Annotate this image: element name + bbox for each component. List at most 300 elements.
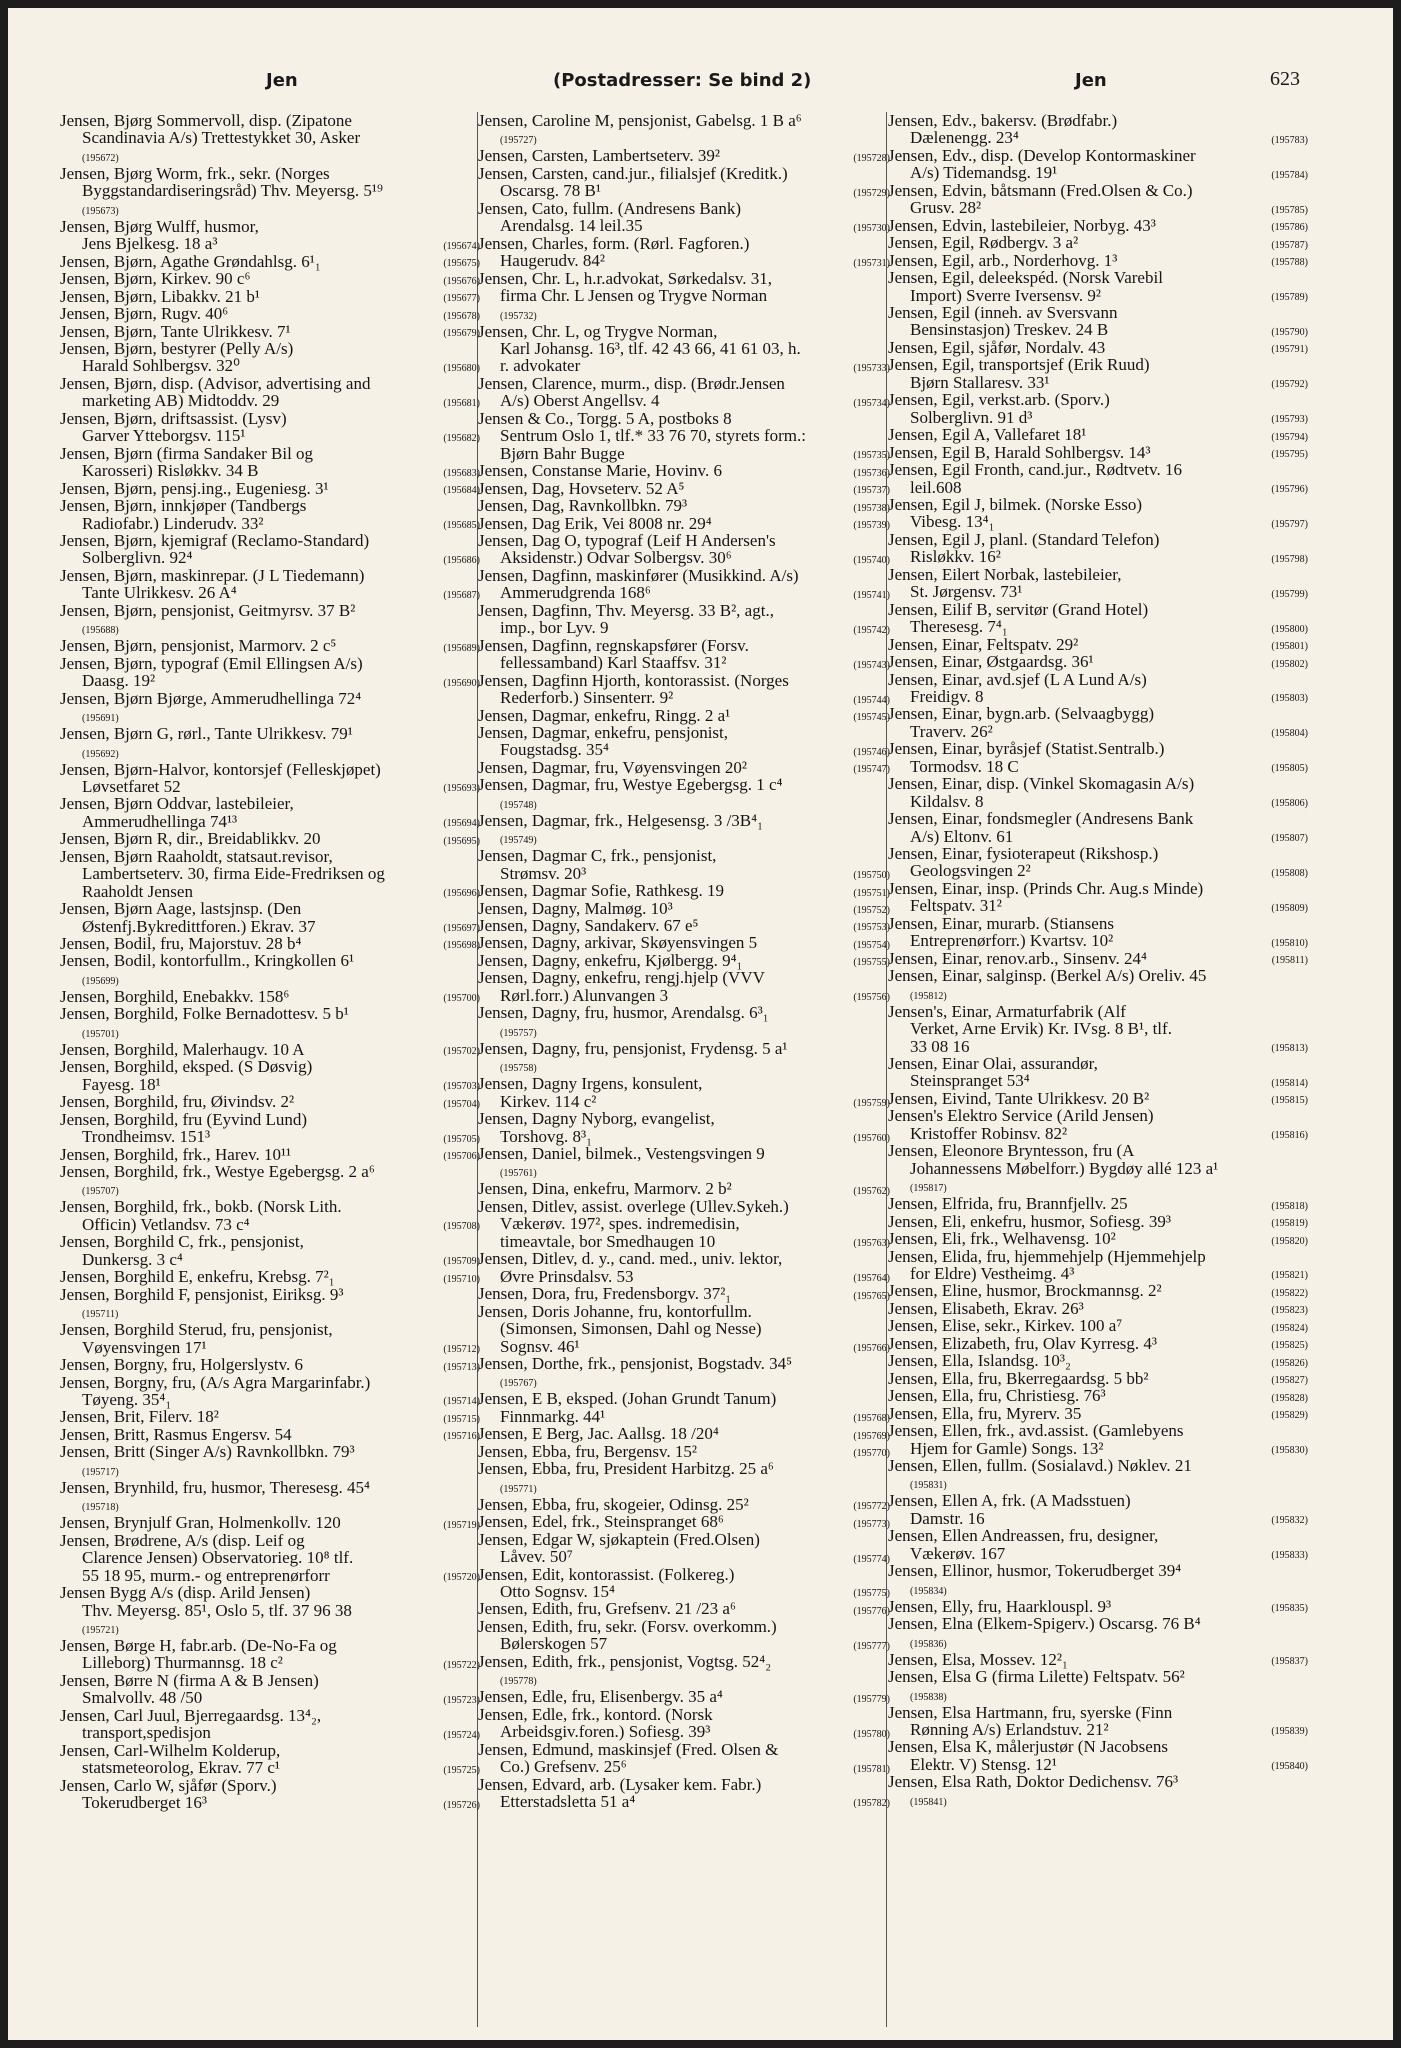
entry-number: (195837)	[1271, 1656, 1308, 1668]
entry-number: (195800)	[1271, 623, 1308, 635]
directory-entry	[888, 1300, 1308, 1317]
directory-entry	[888, 636, 1308, 653]
entry-text-line: Jensen, Dagmar, enkefru, pensjonist,	[478, 722, 729, 742]
entry-text-line: Jensen, Elsa Hartmann, fru, syerske (Finn	[888, 1702, 1173, 1722]
entry-number: (195748)	[500, 799, 537, 811]
directory-entry	[888, 1422, 1308, 1457]
entry-number: (195708)	[443, 1221, 480, 1233]
entry-text-line: Jensen, Eli, enkefru, husmor, Sofiesg. 39³	[888, 1211, 1171, 1231]
entry-number: (195715)	[443, 1413, 480, 1425]
entry-number: (195684)	[443, 485, 480, 497]
entry-number: (195756)	[853, 992, 890, 1004]
entry-number: (195836)	[910, 1638, 947, 1650]
entry-text-line: Jensen, Dagfinn, maskinfører (Musikkind. A/s)	[478, 565, 799, 585]
entry-text-line: Jensen, Britt, Rasmus Engersv. 54	[60, 1424, 292, 1444]
entry-number: (195749)	[500, 835, 537, 847]
directory-entry	[888, 1282, 1308, 1299]
entry-number: (195760)	[853, 1133, 890, 1145]
entry-text-line: Jensen, Edel, frk., Steinspranget 68⁶	[478, 1512, 724, 1532]
entry-text-line: Jensen, Borghild C, frk., pensjonist,	[60, 1232, 304, 1252]
entry-number: (195753)	[853, 922, 890, 934]
entry-text-line: Jensen, Carsten, Lambertseterv. 39²	[478, 146, 720, 166]
entry-text-line: Jensen's Elektro Service (Arild Jensen)	[888, 1106, 1154, 1126]
directory-entry	[478, 1425, 890, 1442]
directory-entry	[60, 1005, 480, 1040]
directory-entry	[888, 653, 1308, 670]
entry-number: (195775)	[853, 1588, 890, 1600]
directory-entry	[60, 567, 480, 602]
entry-number: (195688)	[82, 625, 119, 637]
entry-text-line: Jensen, Ellen A, frk. (A Madsstuen)	[888, 1491, 1131, 1511]
entry-number: (195779)	[853, 1693, 890, 1705]
entry-text-line: Grusv. 28²	[910, 198, 982, 218]
entry-text-line: Jensen, Eli, frk., Welhavensg. 10²	[888, 1229, 1116, 1249]
entry-text-line: A/s) Eltonv. 61	[910, 826, 1014, 846]
entry-text-line: Arbeidsgiv.foren.) Sofiesg. 39³	[500, 1722, 711, 1742]
directory-entry	[478, 497, 890, 514]
entry-text-line: Jensen, Bjørn G, rørl., Tante Ulrikkesv. 79¹	[60, 724, 353, 744]
directory-entry	[888, 304, 1308, 339]
directory-entry	[60, 1356, 480, 1373]
entry-text-line: Jensen's, Einar, Armaturfabrik (Alf	[888, 1001, 1126, 1021]
directory-entry	[478, 323, 890, 375]
directory-entry	[888, 147, 1308, 182]
entry-number: (195747)	[853, 764, 890, 776]
directory-entry	[478, 1390, 890, 1425]
entry-text-line: Jensen, Einar, murarb. (Stiansens	[888, 913, 1114, 933]
entry-text-line: Jensen, Egil, arb., Norderhovg. 1³	[888, 250, 1118, 270]
entry-text-line: Oscarsg. 78 B¹	[500, 181, 601, 201]
entry-number: (195785)	[1271, 204, 1308, 216]
directory-entry	[888, 1248, 1308, 1283]
entry-text-line: Jensen, Egil, verkst.arb. (Sporv.)	[888, 390, 1110, 410]
entry-number: (195692)	[82, 748, 119, 760]
directory-entry	[60, 1426, 480, 1443]
entry-text-line: Byggstandardiseringsråd) Thv. Meyersg. 5¹⁹	[82, 181, 383, 201]
entry-text-line: Jensen, Egil, Rødbergv. 3 a²	[888, 233, 1079, 253]
directory-entry	[60, 900, 480, 935]
entry-text-line: Jensen, Doris Johanne, fru, kontorfullm.	[478, 1301, 752, 1321]
entry-text-line: Jensen, Ellen, fullm. (Sosialavd.) Nøklev. 21	[888, 1455, 1192, 1475]
directory-entry	[60, 655, 480, 690]
entry-number: (195786)	[1271, 222, 1308, 234]
entry-text-line: Solberglivn. 91 d³	[910, 407, 1033, 427]
entry-number: (195778)	[500, 1676, 537, 1688]
directory-entry	[888, 1492, 1308, 1527]
entry-number: (195689)	[443, 642, 480, 654]
entry-text-line: Ammerudhellinga 74¹³	[82, 811, 238, 831]
directory-entry	[888, 1651, 1308, 1668]
entry-number: (195762)	[853, 1185, 890, 1197]
directory-entry	[478, 1741, 890, 1776]
entry-text-line: Jensen, Ella, Islandsg. 10³₂	[888, 1351, 1071, 1371]
entry-number: (195733)	[853, 362, 890, 374]
entry-text-line: Jensen, Einar Olai, assurandør,	[888, 1054, 1098, 1074]
entry-text-line: Jensen, Elsa K, målerjustør (N Jacobsens	[888, 1737, 1168, 1757]
directory-entry	[478, 515, 890, 532]
directory-entry	[478, 1618, 890, 1653]
entry-text-line: Sentrum Oslo 1, tlf.* 33 76 70, styrets form.:	[500, 426, 806, 446]
entry-text-line: Bjørn Bahr Bugge	[500, 443, 625, 463]
directory-entry	[888, 1668, 1308, 1703]
directory-entry	[888, 182, 1308, 217]
directory-entry	[478, 759, 890, 776]
directory-page	[8, 8, 1393, 2040]
entry-number: (195822)	[1271, 1287, 1308, 1299]
entry-text-line: Trondheimsv. 151³	[82, 1127, 211, 1147]
entry-number: (195673)	[82, 205, 119, 217]
directory-entry	[478, 602, 890, 637]
entry-text-line: Jensen, Borghild, fru (Eyvind Lund)	[60, 1109, 308, 1129]
entry-number: (195815)	[1271, 1095, 1308, 1107]
directory-entry	[478, 1198, 890, 1250]
entry-text-line: Jensen, Dagmar, frk., Helgesensg. 3 /3B⁴₁	[478, 810, 763, 830]
entry-number: (195758)	[500, 1063, 537, 1075]
entry-text-line: Jensen, Dag, Hovseterv. 52 A⁵	[478, 478, 685, 498]
entry-text-line: Jens Bjelkesg. 18 a³	[82, 234, 218, 254]
entry-text-line: Tokerudberget 16³	[82, 1793, 207, 1813]
directory-entry	[888, 950, 1308, 967]
directory-entry	[60, 1408, 480, 1425]
entry-number: (195691)	[82, 713, 119, 725]
entry-text-line: Garver Ytteborgsv. 115¹	[82, 426, 246, 446]
entry-text-line: Jensen, Edit, kontorassist. (Folkereg.)	[478, 1564, 735, 1584]
entry-number: (195718)	[82, 1502, 119, 1514]
entry-text-line: Jensen, Elida, fru, hjemmehjelp (Hjemmehjelp	[888, 1246, 1206, 1266]
entry-text-line: Dælenengg. 23⁴	[910, 128, 1019, 148]
entry-text-line: Jensen, Dagny, enkefru, rengj.hjelp (VVV	[478, 968, 765, 988]
entry-text-line: Jensen, Edvin, lastebileier, Norbyg. 43³	[888, 215, 1156, 235]
entry-number: (195811)	[1271, 955, 1308, 967]
entry-text-line: Jensen, Dagfinn, Thv. Meyersg. 33 B², agt.,	[478, 600, 774, 620]
entry-text-line: Jensen, Elly, fru, Haarklouspl. 9³	[888, 1596, 1112, 1616]
directory-entry	[478, 1250, 890, 1285]
entry-text-line: Jensen, Ellen Andreassen, fru, designer,	[888, 1526, 1159, 1546]
entry-number: (195814)	[1271, 1077, 1308, 1089]
entry-number: (195700)	[443, 993, 480, 1005]
directory-entry	[478, 707, 890, 724]
entry-text-line: 33 08 16	[910, 1036, 970, 1056]
entry-text-line: Jensen, Egil (inneh. av Sversvann	[888, 302, 1118, 322]
entry-text-line: Jensen, Bjørn, pensjonist, Marmorv. 2 c⁵	[60, 636, 337, 656]
entry-text-line: Jensen, Egil A, Vallefaret 18¹	[888, 425, 1087, 445]
entry-text-line: Damstr. 16	[910, 1508, 985, 1528]
entry-text-line: Jensen, Borghild Sterud, fru, pensjonist,	[60, 1320, 333, 1340]
entry-text-line: r. advokater	[500, 356, 581, 376]
entry-text-line: Jensen, Chr. L, h.r.advokat, Sørkedalsv. 31,	[478, 268, 772, 288]
directory-entry	[888, 391, 1308, 426]
entry-text-line: Jensen, Dag O, typograf (Leif H Andersen's	[478, 530, 776, 550]
entry-text-line: Bølerskogen 57	[500, 1634, 608, 1654]
entry-number: (195737)	[853, 485, 890, 497]
directory-entry	[60, 375, 480, 410]
entry-number: (195736)	[853, 467, 890, 479]
entry-number: (195816)	[1271, 1130, 1308, 1142]
entry-number: (195830)	[1271, 1444, 1308, 1456]
entry-text-line: Jensen, Bodil, fru, Majorstuv. 28 b⁴	[60, 934, 302, 954]
entry-text-line: A/s) Tidemandsg. 19¹	[910, 163, 1058, 183]
entry-number: (195770)	[853, 1448, 890, 1460]
entry-text-line: Jensen, Dag, Ravnkollbkn. 79³	[478, 496, 688, 516]
entry-number: (195765)	[853, 1290, 890, 1302]
entry-text-line: Jensen, Carlo W, sjåfør (Sporv.)	[60, 1775, 277, 1795]
entry-text-line: Verket, Arne Ervik) Kr. IVsg. 8 B¹, tlf.	[910, 1019, 1172, 1039]
entry-text-line: Elektr. V) Stensg. 12¹	[910, 1754, 1057, 1774]
entry-number: (195685)	[443, 519, 480, 531]
entry-number: (195717)	[82, 1466, 119, 1478]
entry-number: (195744)	[853, 694, 890, 706]
entry-number: (195750)	[853, 870, 890, 882]
entry-text-line: Jensen, Bjørn, Libakkv. 21 b¹	[60, 286, 260, 306]
directory-entry	[478, 270, 890, 323]
directory-entry	[478, 952, 890, 969]
entry-number: (195732)	[500, 310, 537, 322]
directory-entry	[888, 1195, 1308, 1212]
entry-number: (195729)	[853, 187, 890, 199]
entry-text-line: Jensen, Dagmar C, frk., pensjonist,	[478, 846, 717, 866]
entry-number: (195752)	[853, 905, 890, 917]
entry-number: (195788)	[1271, 257, 1308, 269]
directory-entry	[478, 882, 890, 899]
entry-text-line: Vøyensvingen 17¹	[82, 1337, 207, 1357]
entry-text-line: Jensen, Dagny Nyborg, evangelist,	[478, 1109, 715, 1129]
entry-text-line: Jensen, Borgny, fru, (A/s Agra Margarinfabr.)	[60, 1372, 371, 1392]
directory-entry	[888, 1598, 1308, 1615]
directory-entry	[60, 480, 480, 497]
directory-entry	[478, 1110, 890, 1145]
entry-text-line: Tormodsv. 18 C	[910, 756, 1019, 776]
entry-number: (195780)	[853, 1728, 890, 1740]
entry-text-line: Smalvollv. 48 /50	[82, 1688, 203, 1708]
entry-text-line: Jensen, Bjørn, bestyrer (Pelly A/s)	[60, 338, 294, 358]
entry-number: (195720)	[443, 1572, 480, 1584]
entry-text-line: Jensen, Ella, fru, Myrerv. 35	[888, 1403, 1082, 1423]
directory-entry	[478, 1303, 890, 1355]
directory-entry	[478, 776, 890, 811]
entry-number: (195722)	[443, 1659, 480, 1671]
entry-text-line: Kristoffer Robinsv. 82²	[910, 1123, 1068, 1143]
entry-number: (195771)	[500, 1483, 537, 1495]
entry-text-line: Kildalsv. 8	[910, 791, 984, 811]
entry-text-line: Jensen, Dagny, fru, husmor, Arendalsg. 6³₁	[478, 1003, 769, 1023]
entry-text-line: Jensen, Einar, renov.arb., Sinsenv. 24⁴	[888, 948, 1147, 968]
entry-text-line: Jensen, Clarence, murm., disp. (Brødr.Jensen	[478, 373, 785, 393]
entry-text-line: Jensen, Borghild, eksped. (S Døsvig)	[60, 1057, 313, 1077]
directory-entry	[478, 480, 890, 497]
entry-number: (195739)	[853, 519, 890, 531]
entry-number: (195745)	[853, 711, 890, 723]
entry-text-line: Jensen, Einar, salginsp. (Berkel A/s) Oreliv. 45	[888, 966, 1207, 986]
entry-text-line: Jensen, Constanse Marie, Hovinv. 6	[478, 461, 722, 481]
entry-text-line: Jensen, Edle, fru, Elisenbergv. 35 a⁴	[478, 1687, 723, 1707]
entry-text-line: Jensen, Elfrida, fru, Brannfjellv. 25	[888, 1194, 1128, 1214]
entry-text-line: Jensen, Ebba, fru, President Harbitzg. 25 a⁶	[478, 1459, 774, 1479]
entry-text-line: Jensen, Egil J, planl. (Standard Telefon)	[888, 529, 1160, 549]
entry-text-line: Jensen, Edgar W, sjøkaptein (Fred.Olsen)	[478, 1529, 760, 1549]
entry-text-line: Jensen, Elsa Rath, Doktor Dedichensv. 76³	[888, 1772, 1179, 1792]
entry-number: (195714)	[443, 1396, 480, 1408]
directory-entry	[888, 217, 1308, 234]
entry-text-line: Jensen, Borghild, Malerhaugv. 10 A	[60, 1039, 305, 1059]
directory-entry	[478, 410, 890, 462]
entry-number: (195774)	[853, 1553, 890, 1565]
entry-text-line: Jensen, Bjørg Wulff, husmor,	[60, 216, 259, 236]
entry-number: (195702)	[443, 1046, 480, 1058]
entry-number: (195709)	[443, 1256, 480, 1268]
entry-number: (195763)	[853, 1238, 890, 1250]
directory-entry	[60, 288, 480, 305]
entry-number: (195674)	[443, 240, 480, 252]
entry-text-line: transport,spedisjon	[82, 1723, 211, 1743]
entry-text-line: Jensen, Bjørg Sommervoll, disp. (Zipatone	[60, 112, 352, 130]
entry-text-line: Strømsv. 20³	[500, 863, 587, 883]
entry-text-line: Jensen, Einar, disp. (Vinkel Skomagasin A/s)	[888, 774, 1195, 794]
entry-text-line: Jensen, Dagny Irgens, konsulent,	[478, 1074, 703, 1094]
directory-entry	[60, 1742, 480, 1777]
entry-text-line: Radiofabr.) Linderudv. 33²	[82, 513, 264, 533]
directory-entry	[888, 740, 1308, 775]
directory-entry	[478, 1653, 890, 1688]
directory-entry	[60, 532, 480, 567]
entry-text-line: Jensen, Edv., bakersv. (Brødfabr.)	[888, 112, 1118, 130]
directory-entry	[888, 1738, 1308, 1773]
entry-text-line: Thv. Meyersg. 85¹, Oslo 5, tlf. 37 96 38	[82, 1600, 352, 1620]
directory-entry	[60, 1286, 480, 1321]
directory-entry	[478, 1075, 890, 1110]
directory-entry	[888, 269, 1308, 304]
entry-number: (195730)	[853, 222, 890, 234]
directory-entry	[478, 1285, 890, 1302]
entry-text-line: Lambertseterv. 30, firma Eide-Fredriksen og	[82, 864, 385, 884]
directory-entry	[478, 1513, 890, 1530]
directory-entry	[478, 900, 890, 917]
entry-text-line: Solberglivn. 92⁴	[82, 548, 193, 568]
entry-text-line: Jensen, Borghild, fru, Øivindsv. 2²	[60, 1092, 295, 1112]
entry-text-line: Jensen, Bjørn, Agathe Grøndahlsg. 6¹₁	[60, 251, 321, 271]
entry-text-line: Jensen, Ditlev, assist. overlege (Ullev.Sykeh.)	[478, 1196, 789, 1216]
entry-text-line: Risløkkv. 16²	[910, 547, 1001, 567]
entry-number: (195695)	[443, 835, 480, 847]
entry-text-line: Jensen, Eline, husmor, Brockmannsg. 2²	[888, 1281, 1162, 1301]
directory-entry	[60, 1321, 480, 1356]
entry-text-line: Torshovg. 8³₁	[500, 1126, 592, 1146]
directory-entry	[478, 1040, 890, 1075]
entry-text-line: Øvre Prinsdalsv. 53	[500, 1266, 634, 1286]
entry-number: (195820)	[1271, 1235, 1308, 1247]
entry-number: (195693)	[443, 783, 480, 795]
directory-entry	[60, 1041, 480, 1058]
entry-text-line: Scandinavia A/s) Trettestykket 30, Asker	[82, 128, 361, 148]
entry-text-line: Jensen, Dagmar Sofie, Rathkesg. 19	[478, 881, 724, 901]
directory-entry	[60, 410, 480, 445]
entry-number: (195713)	[443, 1361, 480, 1373]
entry-number: (195743)	[853, 659, 890, 671]
entry-number: (195678)	[443, 310, 480, 322]
entry-number: (195710)	[443, 1273, 480, 1285]
directory-entry	[888, 1142, 1308, 1195]
directory-column-1	[60, 112, 480, 2030]
entry-text-line: Lilleborg) Thurmannsg. 18 c²	[82, 1653, 283, 1673]
entry-text-line: for Eldre) Vestheimg. 4³	[910, 1264, 1075, 1283]
directory-entry	[60, 725, 480, 760]
entry-number: (195764)	[853, 1273, 890, 1285]
directory-entry	[888, 775, 1308, 810]
entry-number: (195840)	[1271, 1761, 1308, 1773]
entry-text-line: Jensen, Bjørn R, dir., Breidablikkv. 20	[60, 829, 321, 849]
directory-entry	[60, 323, 480, 340]
entry-text-line: Jensen, Einar, Østgaardsg. 36¹	[888, 652, 1094, 672]
entry-text-line: Låvev. 50⁷	[500, 1547, 573, 1567]
directory-entry	[478, 1776, 890, 1811]
entry-text-line: Daasg. 19²	[82, 671, 156, 691]
directory-entry	[888, 339, 1308, 356]
entry-text-line: Jensen, Borghild, Folke Bernadottesv. 5 b¹	[60, 1004, 349, 1024]
entry-text-line: Jensen, Charles, form. (Rørl. Fagforen.)	[478, 233, 750, 253]
entry-number: (195728)	[853, 152, 890, 164]
entry-number: (195675)	[443, 258, 480, 270]
entry-number: (195721)	[82, 1624, 119, 1636]
entry-number: (195825)	[1271, 1340, 1308, 1352]
directory-entry	[478, 724, 890, 759]
directory-entry	[478, 1443, 890, 1460]
entry-text-line: statsmeteorolog, Ekrav. 77 c¹	[82, 1758, 281, 1778]
directory-entry	[888, 1615, 1308, 1650]
directory-entry	[888, 1230, 1308, 1247]
entry-number: (195797)	[1271, 518, 1308, 530]
directory-entry	[888, 566, 1308, 601]
entry-number: (195832)	[1271, 1515, 1308, 1527]
entry-text-line: Jensen, Einar, fondsmegler (Andresens Bank	[888, 809, 1194, 829]
entry-text-line: Karosseri) Risløkkv. 34 B	[82, 461, 259, 481]
header-left-keyword: Jen	[266, 70, 298, 91]
entry-number: (195804)	[1271, 728, 1308, 740]
entry-number: (195809)	[1271, 902, 1308, 914]
directory-entry	[60, 1672, 480, 1707]
entry-number: (195827)	[1271, 1375, 1308, 1387]
entry-text-line: Jensen, Brynhild, fru, husmor, Theresesg. 45⁴	[60, 1477, 370, 1497]
entry-text-line: Jensen, Edith, fru, sekr. (Forsv. overkomm.)	[478, 1616, 777, 1636]
entry-text-line: Clarence Jensen) Observatorieg. 10⁸ tlf.	[82, 1548, 354, 1568]
entry-text-line: Hjem for Gamle) Songs. 13²	[910, 1438, 1104, 1458]
entry-text-line: Jensen, Dagmar, fru, Vøyensvingen 20²	[478, 757, 747, 777]
directory-entry	[888, 1055, 1308, 1090]
directory-entry	[888, 1773, 1308, 1808]
directory-entry	[60, 952, 480, 987]
entry-text-line: Jensen, Borgny, fru, Holgerslystv. 6	[60, 1355, 304, 1375]
entry-number: (195818)	[1271, 1200, 1308, 1212]
entry-text-line: Jensen, Egil Fronth, cand.jur., Rødtvetv. 16	[888, 460, 1183, 480]
directory-entry	[60, 1058, 480, 1093]
directory-entry	[478, 532, 890, 567]
entry-text-line: Østenfj.Bykredittforen.) Ekrav. 37	[82, 916, 316, 936]
entry-text-line: Jensen, Egil J, bilmek. (Norske Esso)	[888, 494, 1143, 514]
directory-entry	[888, 880, 1308, 915]
entry-text-line: Jensen, Edmund, maskinsjef (Fred. Olsen &	[478, 1739, 779, 1759]
entry-number: (195817)	[910, 1183, 947, 1195]
entry-number: (195724)	[443, 1729, 480, 1741]
entry-number: (195707)	[82, 1186, 119, 1198]
entry-number: (195784)	[1271, 169, 1308, 181]
directory-entry	[478, 1566, 890, 1601]
entry-text-line: Jensen & Co., Torgg. 5 A, postboks 8	[478, 408, 732, 428]
entry-number: (195806)	[1271, 798, 1308, 810]
entry-text-line: Jensen, Bjørn, typograf (Emil Ellingsen A/s)	[60, 653, 363, 673]
directory-entry	[60, 1443, 480, 1478]
entry-text-line: imp., bor Lyv. 9	[500, 618, 609, 638]
directory-entry	[478, 969, 890, 1004]
directory-entry	[478, 1145, 890, 1180]
entry-text-line: Sognsv. 46¹	[500, 1336, 580, 1356]
